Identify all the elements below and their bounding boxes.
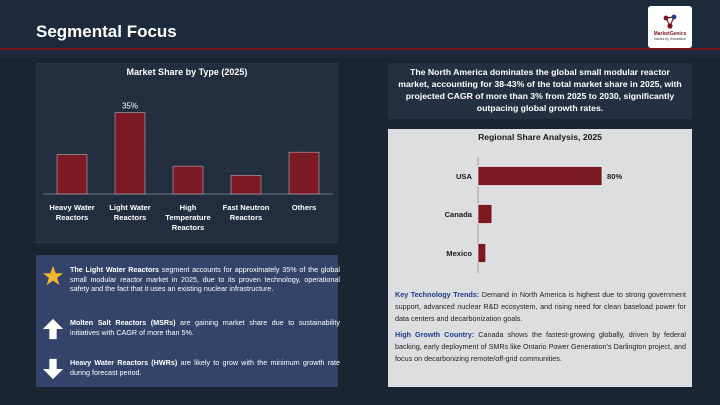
arrow-up-icon [42, 318, 64, 340]
type-chart-title: Market Share by Type (2025) [126, 67, 248, 77]
region-data-label: 80% [607, 172, 623, 181]
highlights-panel [36, 255, 338, 387]
type-category-label: Heavy Water [49, 203, 95, 212]
star-icon [42, 265, 64, 287]
type-category-label: Reactors [171, 223, 205, 232]
trend-text: Demand in North America is highest due to strong government support, advanced nuclear R&D ecosystem, and rising need for clean baseload power for data centers and decarbonization goals. [395, 290, 686, 324]
trend-text: Canada shows the fastest-growing globally, driven by federal backing, early deployment of SMRs like Ontario Power Generation’s Darlington project, and focus on decarbonizing remote/off-grid communities. [395, 329, 686, 364]
region-chart-title: Regional Share Analysis, 2025 [478, 132, 602, 142]
highlight-light-water [42, 265, 340, 311]
logo-tagline: Values by Innovation [653, 37, 687, 41]
north-america-callout: The North America dominates the global small modular reactor market, accounting for 38-43% of the total market share in 2025, with projected CAGR of more than 3% from 2025 to 2030, significantly outpacing global growth rates. [388, 63, 692, 119]
highlight-molten-salt [42, 318, 340, 344]
type-bar [289, 152, 319, 194]
trend-paragraph [395, 329, 686, 366]
highlight-bold: The Light Water Reactors [70, 265, 160, 274]
trend-label: Key Technology Trends: [395, 290, 480, 299]
type-chart-panel [36, 63, 338, 243]
trend-paragraph [395, 289, 686, 326]
region-bar-chart [388, 129, 692, 287]
page-title: Segmental Focus [36, 22, 177, 41]
molecule-logo-icon [660, 13, 680, 31]
region-bar [478, 244, 486, 263]
type-category-label: High [179, 203, 197, 212]
region-category-label: Canada [444, 210, 472, 219]
type-data-label: 35% [121, 101, 139, 111]
highlight-bold: Heavy Water Reactors (HWRs) [70, 358, 178, 367]
type-bar-chart [37, 64, 339, 244]
region-bar [478, 205, 492, 224]
trend-label: High Growth Country: [395, 329, 475, 339]
logo [648, 6, 692, 48]
arrow-down-icon [42, 358, 64, 380]
type-bar [115, 113, 145, 194]
highlight-bold: Molten Salt Reactors (MSRs) [70, 318, 176, 327]
region-category-label: USA [455, 172, 472, 181]
region-category-label: Mexico [446, 249, 472, 258]
type-category-label: Temperature [165, 213, 211, 222]
highlight-text: are likely to grow with the minimum growth rate during forecast period. [70, 358, 340, 377]
logo-name: MarketGenics [653, 31, 687, 37]
type-category-label: Reactors [113, 213, 147, 222]
type-category-label: Light Water [109, 203, 151, 212]
title-underline [0, 48, 720, 50]
type-category-label: Reactors [229, 213, 263, 222]
highlight-text: are gaining market share due to sustainability initiatives with CAGR of more than 5%. [70, 318, 340, 337]
type-bar [173, 166, 203, 194]
type-category-label: Fast Neutron [222, 203, 270, 212]
type-category-label: Reactors [55, 213, 89, 222]
type-bar [231, 175, 261, 194]
type-bar [57, 154, 87, 194]
highlight-text: segment accounts for approximately 35% of the global small modular reactor market in 2025, due to its proven technology, operational safety and the fact that it uses an existing nuclear infrastructure. [70, 265, 340, 294]
highlight-heavy-water [42, 358, 340, 384]
region-bar [478, 167, 602, 186]
region-chart-panel [388, 129, 692, 287]
type-category-label: Others [291, 203, 317, 212]
trends-panel [388, 287, 692, 387]
